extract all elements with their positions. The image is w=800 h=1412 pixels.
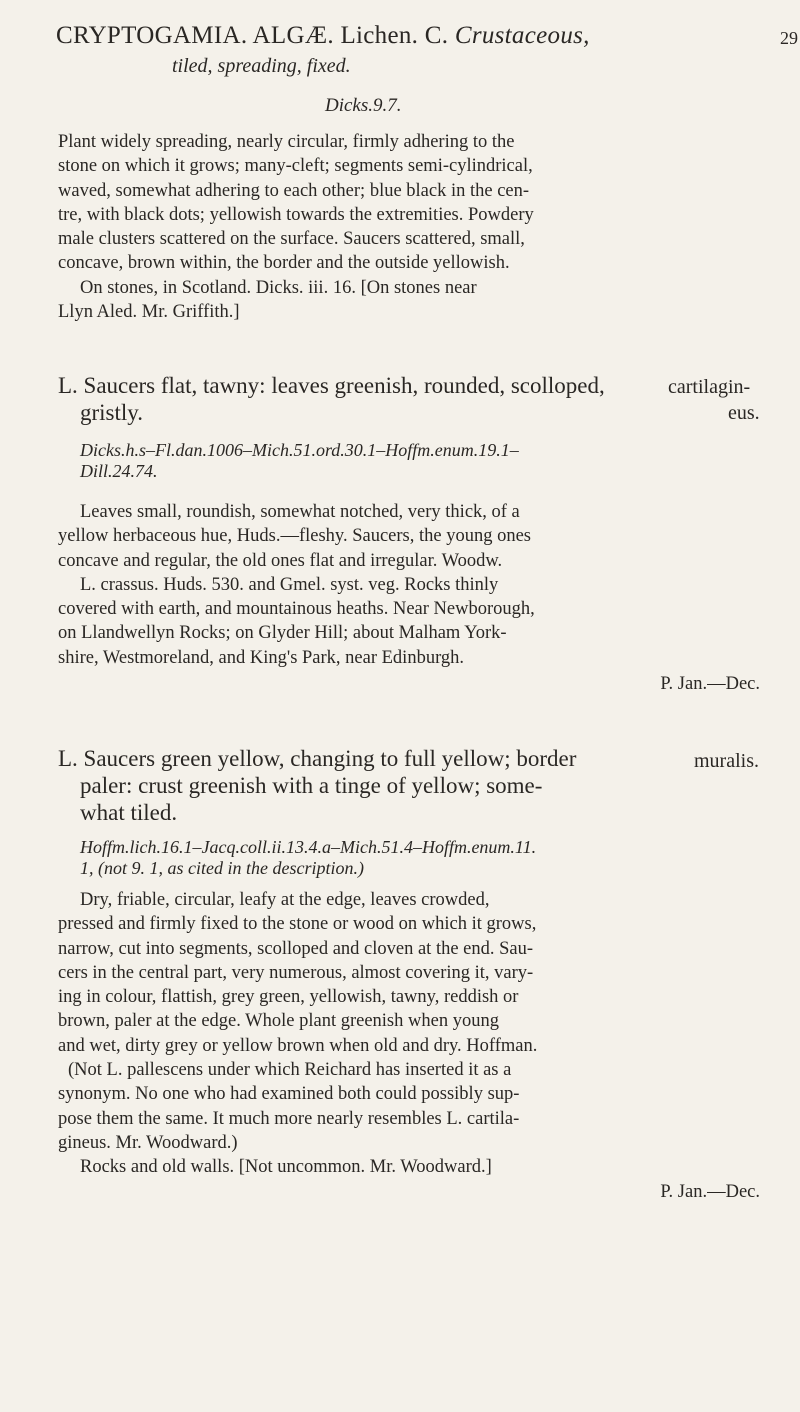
- entry3-line: (Not L. pallescens under which Reichard has inserted it as a: [68, 1060, 512, 1081]
- entry1-line: Plant widely spreading, nearly circular, firmly adhering to the: [58, 132, 515, 152]
- entry1-line: tre, with black dots; yellowish towards the extremities. Powdery: [58, 204, 534, 225]
- entry3-line: Dry, friable, circular, leafy at the edge, leaves crowded,: [80, 890, 490, 910]
- entry3-line: gineus. Mr. Woodward.): [58, 1132, 238, 1153]
- header-title: CRYPTOGAMIA. ALGÆ. Lichen. C.: [56, 22, 449, 49]
- entry1-line: On stones, in Scotland. Dicks. iii. 16. [On stones near: [80, 277, 477, 298]
- entry3-ref-line: Hoffm.lich.16.1–Jacq.coll.ii.13.4.a–Mich.51.4–Hoffm.enum.11.: [80, 837, 537, 857]
- entry3-heading: [58, 745, 658, 826]
- entry2-line: Leaves small, roundish, somewhat notched, very thick, of a: [80, 502, 520, 522]
- entry2-line: on Llandwellyn Rocks; on Glyder Hill; about Malham York-: [58, 623, 507, 644]
- header-title-italic: Crustaceous,: [454, 22, 590, 49]
- running-header: [56, 22, 756, 50]
- entry2-heading-line: gristly.: [80, 400, 144, 425]
- page-number: 29: [780, 28, 798, 48]
- entry1-line: waved, somewhat adhering to each other; blue black in the cen-: [58, 180, 530, 201]
- entry3-line: cers in the central part, very numerous, almost covering it, vary-: [58, 962, 534, 983]
- entry1-line: Llyn Aled. Mr. Griffith.]: [58, 302, 240, 323]
- entry2-ref-line: Dicks.h.s–Fl.dan.1006–Mich.51.ord.30.1–Hoffm.enum.19.1–: [80, 440, 519, 460]
- entry3-heading-line: what tiled.: [80, 800, 178, 825]
- entry3-line: brown, paler at the edge. Whole plant greenish when young: [58, 1011, 499, 1032]
- entry2-season: P. Jan.—Dec.: [660, 674, 760, 694]
- entry3-heading-line: L. Saucers green yellow, changing to full yellow; border: [58, 746, 577, 771]
- entry2-ref-line: Dill.24.74.: [80, 461, 158, 481]
- entry3-season: P. Jan.—Dec.: [660, 1182, 760, 1202]
- entry1-line: concave, brown within, the border and the outside yellowish.: [58, 253, 510, 274]
- entry2-heading: [58, 372, 658, 426]
- entry2-references: [80, 440, 519, 482]
- entry3-line: and wet, dirty grey or yellow brown when old and dry. Hoffman.: [58, 1035, 538, 1056]
- entry1-line: stone on which it grows; many-cleft; segments semi-cylindrical,: [58, 156, 533, 177]
- entry1-reference: Dicks.9.7.: [325, 95, 402, 116]
- entry1-line: male clusters scattered on the surface. Saucers scattered, small,: [58, 229, 525, 250]
- entry3-line: Rocks and old walls. [Not uncommon. Mr. Woodward.]: [80, 1157, 492, 1178]
- header-subtitle: tiled, spreading, fixed.: [172, 55, 351, 77]
- entry3-heading-line: paler: crust greenish with a tinge of yellow; some-: [80, 773, 543, 798]
- entry3-line: narrow, cut into segments, scolloped and cloven at the end. Sau-: [58, 938, 534, 959]
- entry3-species-name: muralis.: [694, 750, 759, 772]
- entry3-references: [80, 837, 536, 879]
- entry2-line: L. crassus. Huds. 530. and Gmel. syst. veg. Rocks thinly: [80, 574, 499, 595]
- entry3-ref-line: 1, (not 9. 1, as cited in the description.): [80, 858, 364, 878]
- entry3-line: ing in colour, flattish, grey green, yellowish, tawny, reddish or: [58, 987, 519, 1008]
- entry2-line: yellow herbaceous hue, Huds.—fleshy. Saucers, the young ones: [58, 526, 532, 547]
- entry2-line: shire, Westmoreland, and King's Park, near Edinburgh.: [58, 647, 465, 668]
- entry3-line: synonym. No one who had examined both could possibly sup-: [58, 1084, 520, 1105]
- entry2-line: concave and regular, the old ones flat and irregular. Woodw.: [58, 550, 503, 571]
- entry2-species-name: cartilagin-: [668, 376, 751, 398]
- entry2-description: [58, 500, 758, 670]
- entry2-species-name-cont: eus.: [728, 402, 760, 424]
- entry2-heading-line: L. Saucers flat, tawny: leaves greenish, rounded, scolloped,: [58, 373, 605, 398]
- entry3-line: pressed and firmly fixed to the stone or wood on which it grows,: [58, 914, 537, 935]
- entry3-line: pose them the same. It much more nearly resembles L. cartila-: [58, 1108, 520, 1129]
- entry1-description: [58, 130, 758, 324]
- entry3-description: [58, 888, 758, 1180]
- entry2-line: covered with earth, and mountainous heaths. Near Newborough,: [58, 599, 535, 620]
